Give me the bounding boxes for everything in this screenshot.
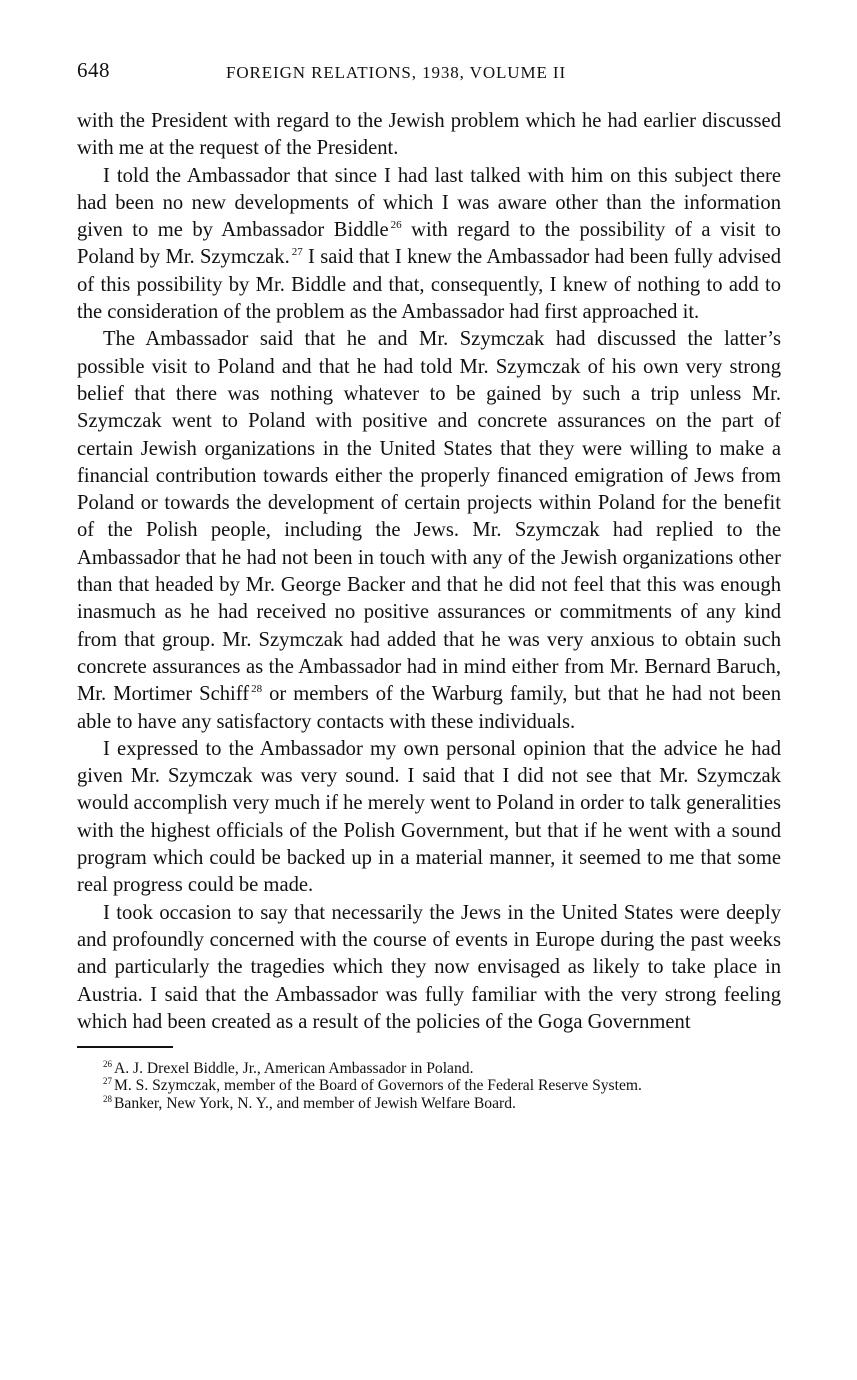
footnote-text: Banker, New York, N. Y., and member of Jewish Welfare Board. (114, 1094, 516, 1112)
paragraph-1 (77, 108, 781, 163)
paragraph-2-text-c: I said that I knew the Ambassador had been fully advised of this possibility by Mr. Biddle and that, consequently, I knew of nothing to add to the consideration of the problem as the Ambassador had first approached it. (77, 246, 781, 324)
running-title: FOREIGN RELATIONS, 1938, VOLUME II (226, 63, 567, 82)
document-page (77, 52, 781, 1112)
footnote-ref-27: 27 (291, 246, 303, 259)
paragraph-2-text-b: with regard to the possibility of a visit to Poland by Mr. Szymczak. (77, 219, 781, 269)
paragraph-5-text: I took occasion to say that necessarily the Jews in the United States were deeply and profoundly concerned with the course of events in Europe during the past weeks and particularly the tragedies which they now envisaged as likely to take place in Austria. I said that the Ambassador was fully familiar with the very strong feeling which had been created as a result of the policies of the Goga Government (77, 901, 781, 1033)
paragraph-5 (77, 900, 781, 1036)
running-head (77, 52, 781, 86)
footnotes (77, 1060, 781, 1113)
footnote-text: M. S. Szymczak, member of the Board of Governors of the Federal Reserve System. (114, 1077, 642, 1095)
footnote-number: 28 (103, 1093, 112, 1104)
paragraph-2 (77, 163, 781, 327)
footnote-divider (77, 1046, 173, 1048)
footnote-number: 27 (103, 1076, 112, 1087)
paragraph-3 (77, 326, 781, 735)
footnote-text: A. J. Drexel Biddle, Jr., American Ambassador in Poland. (114, 1059, 474, 1077)
paragraph-4-text: I expressed to the Ambassador my own personal opinion that the advice he had given Mr. Szymczak was very sound. I said that I did not see that Mr. Szymczak would accomplish very much if he merely went to Poland in order to talk generalities with the highest officials of the Polish Government, but that if he went with a sound program which could be backed up in a material manner, it seemed to me that some real progress could be made. (77, 737, 781, 897)
footnote-28 (77, 1095, 781, 1113)
footnote-number: 26 (103, 1058, 112, 1069)
paragraph-3-text-b: or members of the Warburg family, but that he had not been able to have any satisfactory contacts with these individuals. (77, 683, 781, 733)
footnote-ref-28: 28 (251, 683, 263, 696)
footnote-27 (77, 1077, 781, 1095)
footnote-26 (77, 1060, 781, 1078)
body-text (77, 108, 781, 1036)
paragraph-4 (77, 736, 781, 900)
paragraph-2-text-a: I told the Ambassador that since I had last talked with him on this subject there had been no new developments of which I was aware other than the information given to me by Ambassador Biddle (77, 164, 781, 242)
page-number: 648 (77, 58, 110, 82)
paragraph-1-text: with the President with regard to the Jewish problem which he had earlier discussed with me at the request of the President. (77, 110, 781, 160)
paragraph-3-text-a: The Ambassador said that he and Mr. Szymczak had discussed the latter’s possible visit to Poland and that he had told Mr. Szymczak of his own very strong belief that there was nothing whatever to be gained by such a trip unless Mr. Szymczak went to Poland with positive and concrete assurances on the part of certain Jewish organizations in the United States that they were willing to make a financial contribution towards either the properly financed emigration of Jews from Poland or towards the development of certain projects within Poland for the benefit of the Polish people, including the Jews. Mr. Szymczak had replied to the Ambassador that he had not been in touch with any of the Jewish organizations other than that headed by Mr. George Backer and that he did not feel that this was enough inasmuch as he had received no positive assurances or commitments of any kind from that group. Mr. Szymczak had added that he was very anxious to obtain such concrete assurances as the Ambassador had in mind either from Mr. Bernard Baruch, Mr. Mortimer Schiff (77, 328, 781, 706)
footnote-ref-26: 26 (390, 219, 402, 232)
